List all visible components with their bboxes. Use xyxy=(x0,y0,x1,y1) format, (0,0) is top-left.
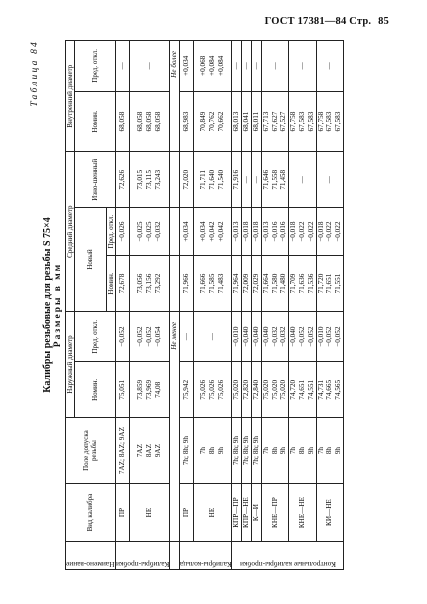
cell-inner-dev: — xyxy=(115,41,129,92)
table-row xyxy=(115,41,129,570)
cell-vid: КНЕ—НЕ xyxy=(289,483,316,541)
cell-mid-nom: 72,678 xyxy=(115,256,129,312)
cell-mid-dev: +0,034 xyxy=(179,208,193,256)
cell-outer-dev: −0,040 xyxy=(252,311,262,362)
cell-outer-dev: −0,010 −0,052 −0,052 xyxy=(316,311,343,362)
cell-outer-nom: 72,820 xyxy=(242,362,252,418)
note-not-more: Не более xyxy=(169,41,179,152)
cell-pole: 7AZ 8AZ 9AZ xyxy=(129,418,169,484)
table-body xyxy=(115,41,344,570)
col-inner-nom: Номин. xyxy=(75,91,116,152)
standard-code: ГОСТ 17381—84 xyxy=(264,16,347,27)
group-label-kontr xyxy=(232,542,344,570)
page-header xyxy=(265,16,389,27)
cell-outer-dev: −0,040 −0,052 −0,052 xyxy=(289,311,316,362)
table-row xyxy=(193,41,232,570)
note-spacer xyxy=(169,208,179,256)
cell-inner-nom: 67,758 67,583 67,583 xyxy=(289,91,316,152)
cell-outer-dev: −0,052 xyxy=(115,311,129,362)
cell-inner-nom: 67,713 67,627 67,527 xyxy=(261,91,288,152)
cell-outer-nom: 75,020 xyxy=(232,362,242,418)
col-outer: Наружный диаметр xyxy=(66,311,75,417)
cell-outer-nom: 73,859 73,969 74,08 xyxy=(129,362,169,418)
cell-mid-nom: 71,664 71,580 71,480 xyxy=(261,256,288,312)
table-row xyxy=(129,41,169,570)
cell-outer-dev: −0,052 −0,052 −0,054 xyxy=(129,311,169,362)
cell-mid-wear: 72,626 xyxy=(115,152,129,208)
cell-inner-nom: 68,983 xyxy=(179,91,193,152)
cell-mid-dev: −0,013 −0,016 −0,016 xyxy=(261,208,288,256)
cell-outer-nom: 75,942 xyxy=(179,362,193,418)
cell-pole: 7h; 8h; 9h xyxy=(242,418,252,484)
page-number: 85 xyxy=(378,16,389,27)
cell-outer-nom: 72,840 xyxy=(252,362,262,418)
cell-inner-nom: 70,849 70,762 70,662 xyxy=(193,91,232,152)
cell-mid-wear: — xyxy=(252,152,262,208)
cell-pole: 7h 8h 9h xyxy=(316,418,343,484)
cell-outer-nom: 75,051 xyxy=(115,362,129,418)
cell-mid-nom: 71,720 71,651 71,551 xyxy=(316,256,343,312)
page-label: Стр. xyxy=(349,16,372,27)
cell-inner-dev: +0,068 +0,084 +0,084 xyxy=(193,41,232,92)
col-naimenovanie: Наимено-вание xyxy=(66,542,116,570)
cell-outer-dev: −0,040 xyxy=(242,311,252,362)
cell-mid-wear: — xyxy=(316,152,343,208)
cell-outer-dev: −0,040 −0,032 −0,032 xyxy=(261,311,288,362)
cell-inner-dev: — xyxy=(289,41,316,92)
cell-mid-wear: 72,020 xyxy=(179,152,193,208)
note-spacer xyxy=(169,152,179,208)
cell-mid-dev: −0,026 xyxy=(115,208,129,256)
table-row xyxy=(232,41,242,570)
cell-vid: НЕ xyxy=(129,483,169,541)
cell-vid: ПР xyxy=(115,483,129,541)
cell-mid-wear: 71,711 71,640 71,540 xyxy=(193,152,232,208)
cell-inner-dev: — xyxy=(242,41,252,92)
cell-inner-dev: — xyxy=(129,41,169,92)
note-spacer xyxy=(169,542,179,570)
col-mid-wear: Изно-шенный xyxy=(75,152,116,208)
cell-mid-dev: −0,018 xyxy=(242,208,252,256)
cell-inner-nom: 68,013 xyxy=(232,91,242,152)
table-row xyxy=(261,41,288,570)
table-subtitle: Размеры в мм xyxy=(53,262,63,348)
table-row xyxy=(179,41,193,570)
cell-mid-nom: 72,029 xyxy=(252,256,262,312)
cell-pole: 7h; 8h; 9h xyxy=(179,418,193,484)
header-row-1 xyxy=(66,41,75,570)
cell-mid-wear: 73,015 73,115 73,243 xyxy=(129,152,169,208)
cell-pole: 7h 8h 9h xyxy=(289,418,316,484)
rotated-table-block xyxy=(30,40,344,570)
cell-mid-nom: 71,964 xyxy=(232,256,242,312)
cell-pole: 7h 8h 9h xyxy=(193,418,232,484)
note-row-not-less xyxy=(169,41,179,570)
col-mid-new: Новый xyxy=(75,208,107,312)
cell-inner-dev: — xyxy=(261,41,288,92)
gauge-table xyxy=(65,40,344,570)
note-spacer xyxy=(169,256,179,312)
cell-vid: НЕ xyxy=(193,483,232,541)
cell-outer-nom: 75,020 75,020 75,020 xyxy=(261,362,288,418)
cell-inner-dev: — xyxy=(252,41,262,92)
cell-vid: КИ—НЕ xyxy=(316,483,343,541)
group-label-probki xyxy=(115,542,169,570)
group-label-text: Контрольные калибры-пробки xyxy=(239,560,336,569)
cell-pole: 7h; 8h; 9h xyxy=(232,418,242,484)
cell-mid-nom: 71,709 71,636 71,536 xyxy=(289,256,316,312)
col-mid-nom: Номин. xyxy=(106,256,115,312)
col-outer-dev: Пред. откл. xyxy=(75,311,116,362)
cell-vid: КПР—НЕ xyxy=(242,483,252,541)
cell-outer-dev: — xyxy=(179,311,193,362)
cell-mid-dev: −0,013 xyxy=(232,208,242,256)
cell-outer-dev: −0,010 xyxy=(232,311,242,362)
cell-outer-nom: 74,720 74,651 74,551 xyxy=(289,362,316,418)
cell-outer-dev: — xyxy=(193,311,232,362)
table-row xyxy=(316,41,343,570)
group-label-text: Калибры-кольца xyxy=(179,560,232,569)
col-mid: Средний диаметр xyxy=(66,152,75,311)
cell-inner-nom: 68,041 xyxy=(242,91,252,152)
cell-mid-nom: 72,009 xyxy=(242,256,252,312)
cell-outer-nom: 75,026 75,026 75,026 xyxy=(193,362,232,418)
cell-pole: 7h; 8h; 9h xyxy=(252,418,262,484)
cell-mid-wear: — xyxy=(289,152,316,208)
cell-mid-dev: +0,034 +0,042 +0,042 xyxy=(193,208,232,256)
col-vid: Вид калибра xyxy=(66,483,116,541)
cell-pole: 7h 8h 9h xyxy=(261,418,288,484)
table-row xyxy=(252,41,262,570)
cell-mid-wear: 71,916 xyxy=(232,152,242,208)
cell-mid-dev: −0,018 xyxy=(252,208,262,256)
col-inner-dev: Пред. откл. xyxy=(75,41,116,92)
cell-vid: КНЕ—ПР xyxy=(261,483,288,541)
cell-inner-nom: 68,058 68,058 68,058 xyxy=(129,91,169,152)
cell-inner-nom: 68,011 xyxy=(252,91,262,152)
cell-inner-nom: 68,058 xyxy=(115,91,129,152)
cell-vid: ПР xyxy=(179,483,193,541)
group-label-koltsa xyxy=(179,542,232,570)
note-not-less: Не менее xyxy=(169,311,179,541)
col-mid-dev: Пред. откл. xyxy=(106,208,115,256)
cell-mid-nom: 71,666 71,585 71,483 xyxy=(193,256,232,312)
table-title: Калибры резьбовые для резьбы S 75×4 xyxy=(42,217,53,393)
cell-inner-dev: — xyxy=(316,41,343,92)
table-tag: Таблица 84 xyxy=(30,40,40,107)
table-row xyxy=(289,41,316,570)
cell-outer-nom: 74,731 74,665 74,565 xyxy=(316,362,343,418)
col-outer-nom: Номин. xyxy=(75,362,116,418)
cell-inner-nom: 67,758 67,583 67,583 xyxy=(316,91,343,152)
cell-vid: КПР—ПР xyxy=(232,483,242,541)
cell-mid-dev: −0,018 −0,022 −0,022 xyxy=(316,208,343,256)
table-row xyxy=(242,41,252,570)
cell-inner-dev: +0,034 xyxy=(179,41,193,92)
col-pole: Поле допуска резьбы xyxy=(66,418,116,484)
cell-vid: К—И xyxy=(252,483,262,541)
col-inner: Внутренний диаметр xyxy=(66,41,75,152)
cell-mid-nom: 71,966 xyxy=(179,256,193,312)
cell-pole: 7AZ; 8AZ; 9AZ xyxy=(115,418,129,484)
cell-mid-dev: −0,025 −0,025 −0,032 xyxy=(129,208,169,256)
cell-inner-dev: — xyxy=(232,41,242,92)
cell-mid-wear: 71,646 71,558 71,458 xyxy=(261,152,288,208)
cell-mid-nom: 73,056 73,156 73,292 xyxy=(129,256,169,312)
rotated-page-wrapper xyxy=(30,40,343,569)
cell-mid-dev: −0,018 −0,022 −0,022 xyxy=(289,208,316,256)
cell-mid-wear: — xyxy=(242,152,252,208)
group-label-text: Калибры-пробки xyxy=(115,560,169,569)
